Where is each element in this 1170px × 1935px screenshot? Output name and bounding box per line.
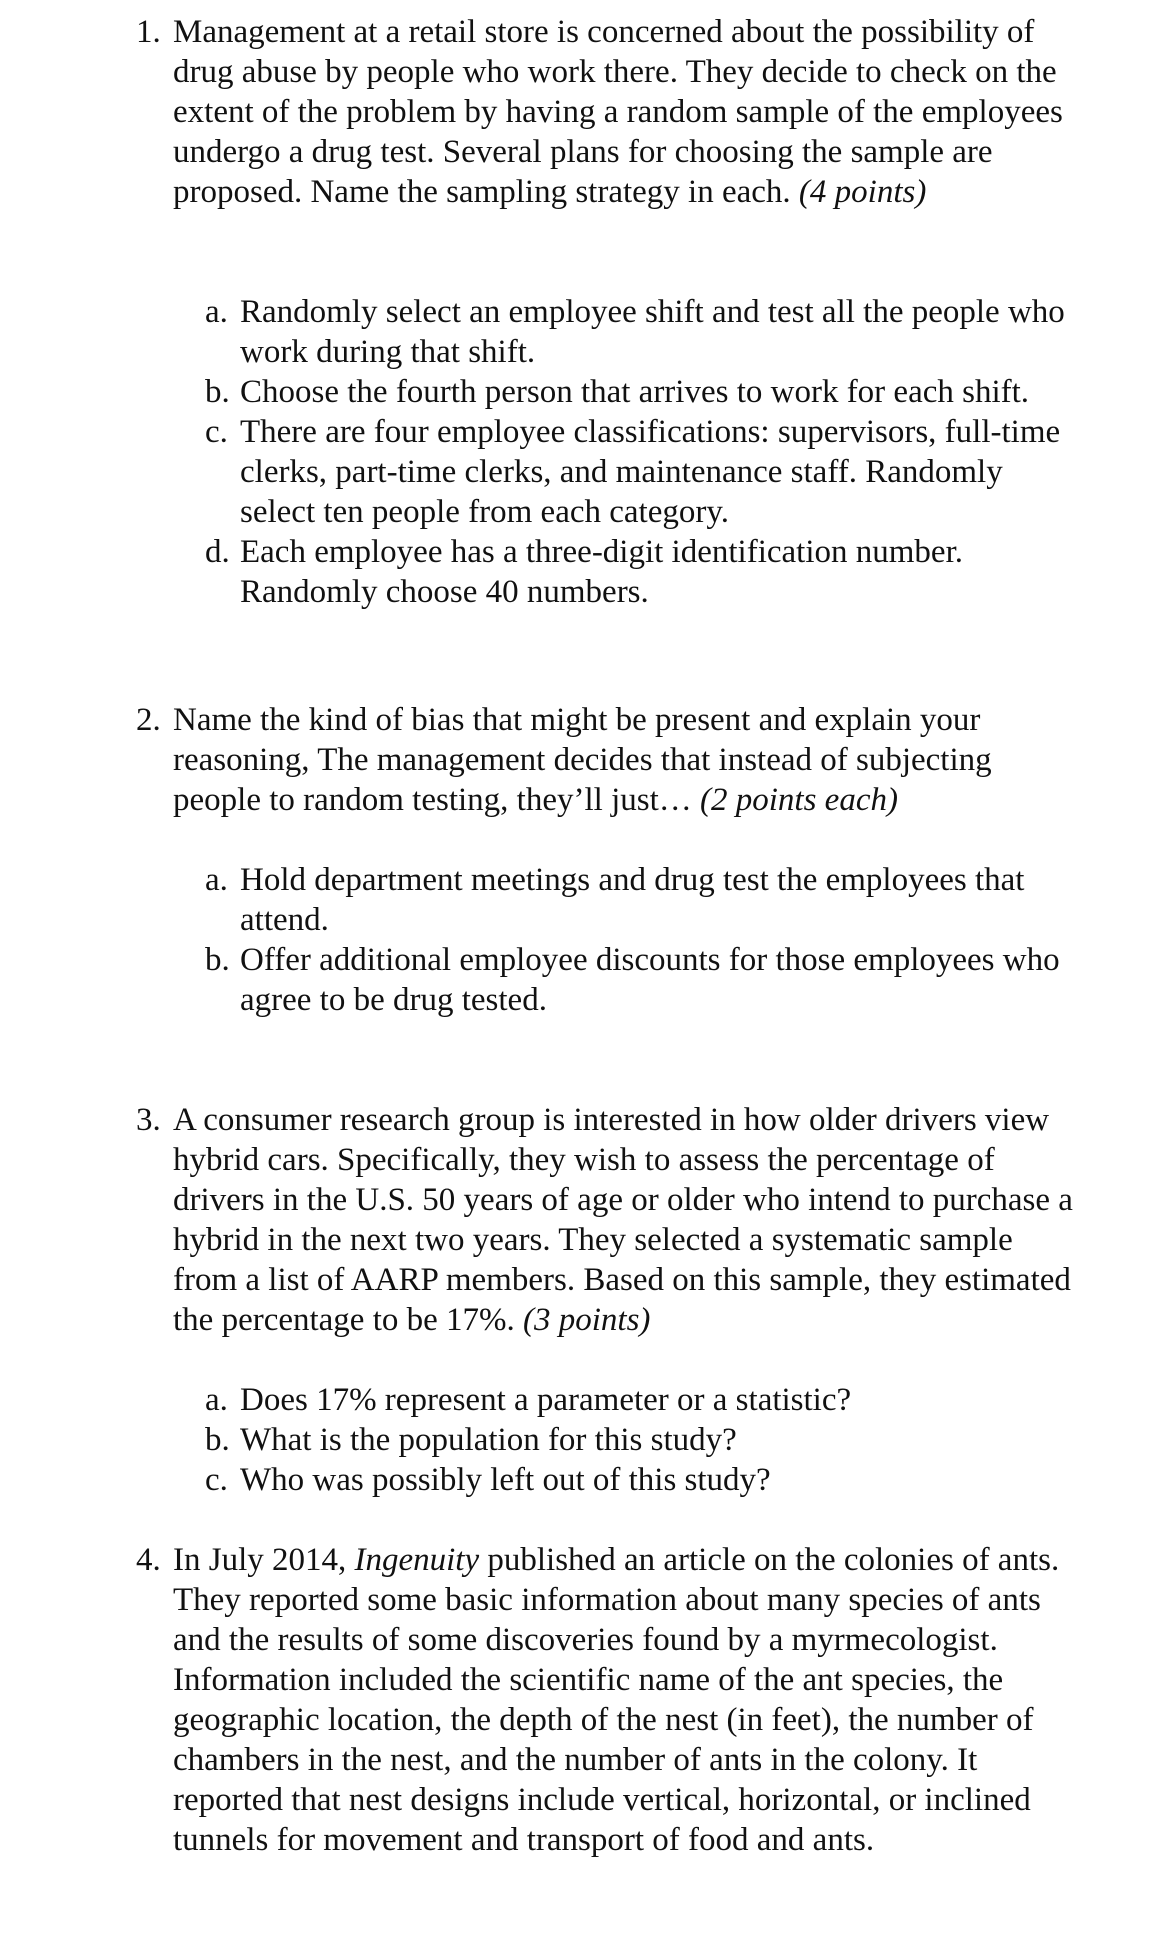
subpart-text: What is the population for this study? (240, 1422, 737, 1458)
subpart-item (205, 1380, 1085, 1420)
subpart-item (205, 940, 1085, 1020)
question-4 (136, 1540, 1076, 1860)
subpart-item (205, 372, 1085, 412)
question-text (173, 12, 1073, 212)
question-number: 4. (136, 1542, 161, 1578)
subpart-text: Offer additional employee discounts for those employees who agree to be drug tested. (240, 942, 1060, 1018)
question-1 (136, 12, 1076, 212)
subpart-letter: a. (205, 862, 228, 898)
subpart-item (205, 1460, 1085, 1500)
subpart-letter: a. (205, 1382, 228, 1418)
subpart-text: Does 17% represent a parameter or a statistic? (240, 1382, 852, 1418)
subpart-text: Choose the fourth person that arrives to work for each shift. (240, 374, 1030, 410)
question-body: Name the kind of bias that might be present and explain your reasoning, The management decides that instead of subjecting people to random testing, they’ll just… (173, 702, 992, 818)
subpart-letter: a. (205, 294, 228, 330)
question-points: (4 points) (798, 174, 927, 210)
question-points: (3 points) (523, 1302, 651, 1338)
subpart-item (205, 860, 1085, 940)
subpart-item (205, 292, 1085, 372)
question-text (173, 1100, 1073, 1340)
subpart-item (205, 532, 1085, 612)
question-2 (136, 700, 1076, 820)
publication-title: Ingenuity (354, 1542, 480, 1578)
subpart-text: There are four employee classifications: supervisors, full-time clerks, part-time clerks, and maintenance staff. Randomly select ten people from each category. (240, 414, 1061, 530)
question-3 (136, 1100, 1076, 1340)
question-body: A consumer research group is interested in how older drivers view hybrid cars. Specifically, they wish to assess the percentage of drivers in the U.S. 50 years of age or older who intend to purchase a hybrid in the next two years. They selected a systematic sample from a list of AARP members. Based on this sample, they estimated the percentage to be 17%. (173, 1102, 1073, 1338)
subpart-text: Hold department meetings and drug test the employees that attend. (240, 862, 1025, 938)
subpart-item (205, 412, 1085, 532)
question-body-start: In July 2014, (173, 1542, 347, 1578)
question-body-rest: published an article on the colonies of ants. They reported some basic information about many species of ants and the results of some discoveries found by a myrmecologist. Information included the scientific name of the ant species, the geographic location, the depth of the nest (in feet), the number of chambers in the nest, and the number of ants in the colony. It reported that nest designs include vertical, horizontal, or inclined tunnels for movement and transport of food and ants. (173, 1542, 1060, 1858)
subpart-letter: c. (205, 1462, 228, 1498)
subpart-item (205, 1420, 1085, 1460)
question-number: 1. (136, 14, 161, 50)
question-number: 2. (136, 702, 161, 738)
subpart-letter: b. (205, 942, 230, 978)
subpart-text: Who was possibly left out of this study? (240, 1462, 771, 1498)
question-points: (2 points each) (700, 782, 898, 818)
subpart-letter: b. (205, 1422, 230, 1458)
subpart-letter: c. (205, 414, 228, 450)
subpart-text: Randomly select an employee shift and test all the people who work during that shift. (240, 294, 1065, 370)
subpart-letter: b. (205, 374, 230, 410)
question-text (173, 1540, 1073, 1860)
subpart-letter: d. (205, 534, 230, 570)
question-1-subparts (205, 292, 1085, 612)
question-3-subparts (205, 1380, 1085, 1500)
subpart-text: Each employee has a three-digit identification number. Randomly choose 40 numbers. (240, 534, 963, 610)
question-body: Management at a retail store is concerned about the possibility of drug abuse by people who work there. They decide to check on the extent of the problem by having a random sample of the employees undergo a drug test. Several plans for choosing the sample are proposed. Name the sampling strategy in each. (173, 14, 1063, 210)
question-2-subparts (205, 860, 1085, 1020)
question-text (173, 700, 1073, 820)
question-number: 3. (136, 1102, 161, 1138)
